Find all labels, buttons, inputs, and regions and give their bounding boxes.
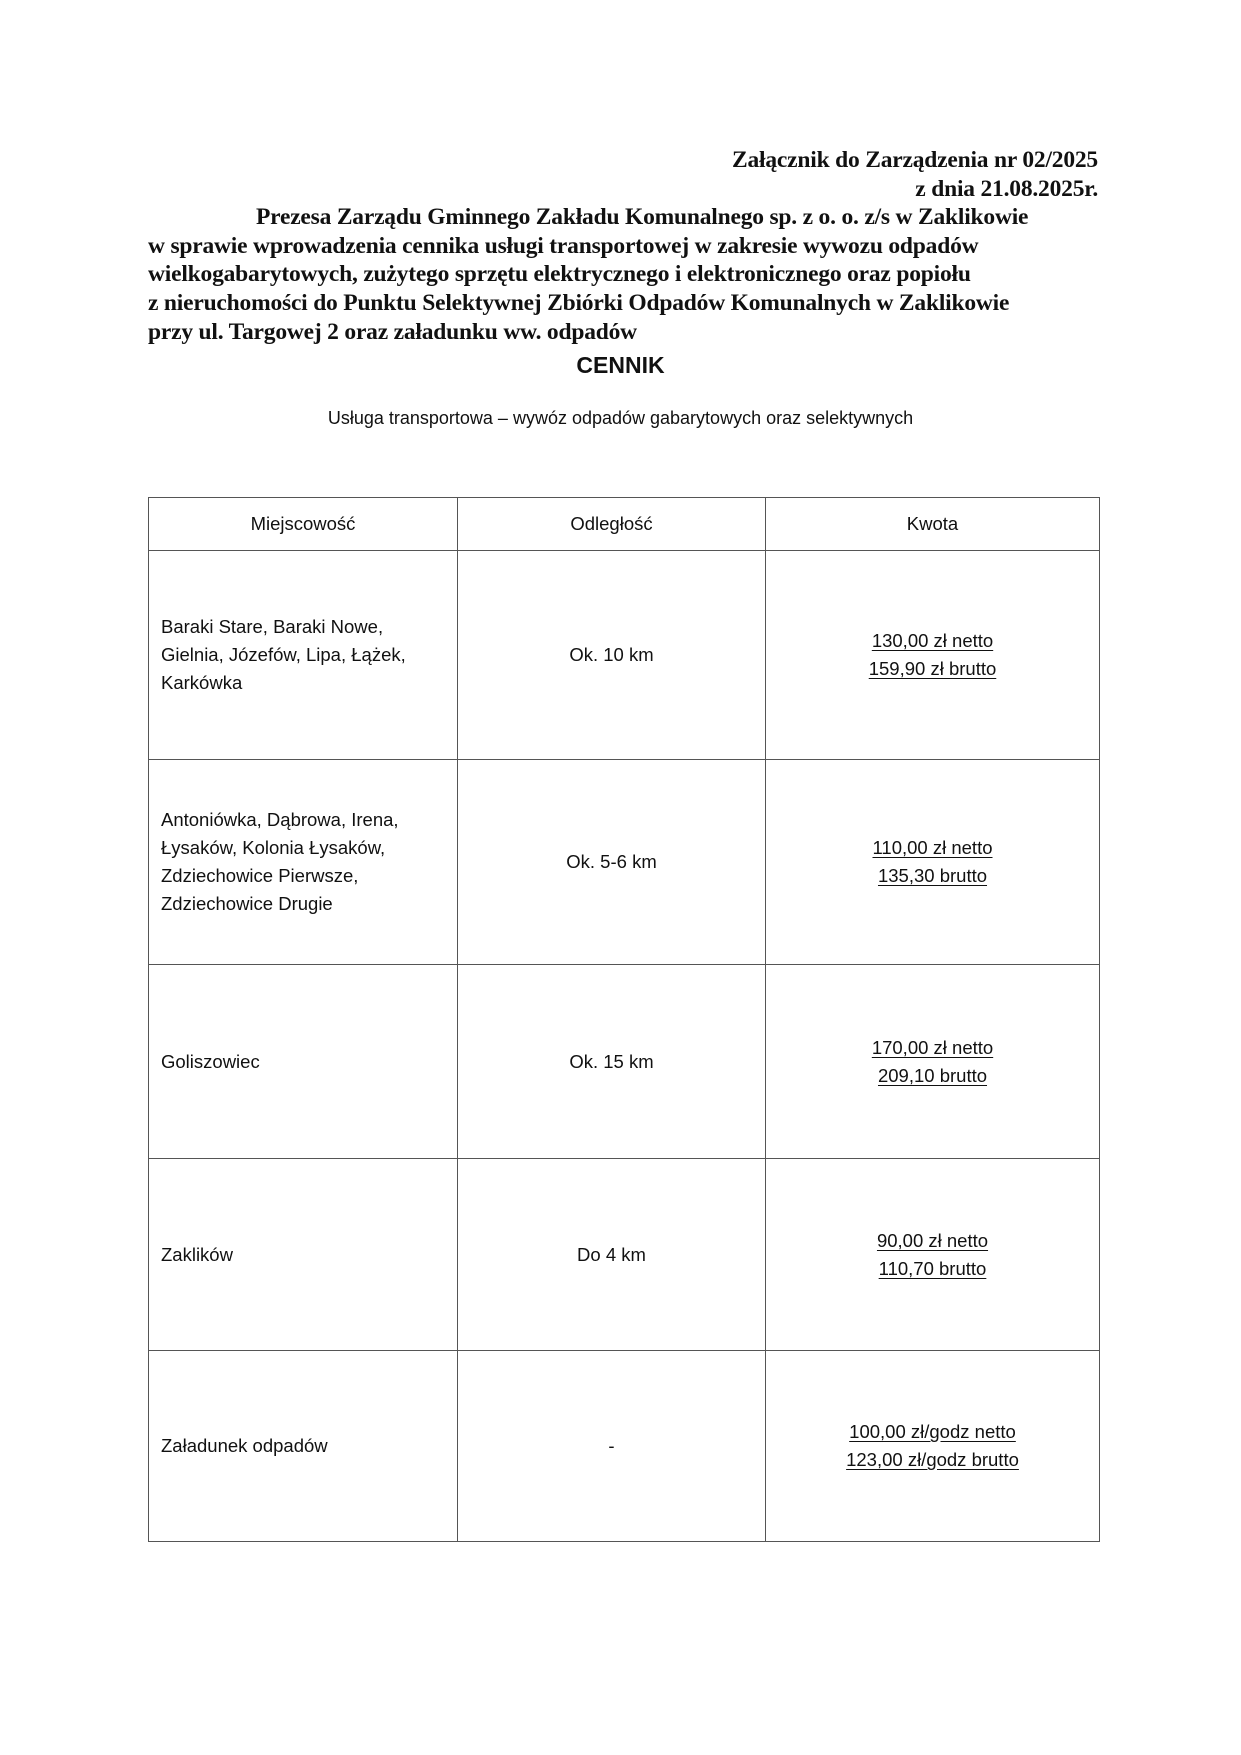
location-cell: [149, 1351, 458, 1542]
amount-cell: [766, 965, 1100, 1159]
price-net: 170,00 zł netto: [871, 1036, 994, 1058]
table-row: [149, 760, 1100, 965]
column-header-distance: Odległość: [458, 498, 766, 551]
subject-line-1: w sprawie wprowadzenia cennika usługi transportowej w zakresie wywozu odpadów: [148, 232, 979, 259]
location-line: Gielnia, Józefów, Lipa, Łążek,: [161, 644, 406, 665]
subject-line-4: przy ul. Targowej 2 oraz załadunku ww. odpadów: [148, 318, 637, 345]
price-gross: 110,70 brutto: [878, 1257, 987, 1279]
distance-cell: Do 4 km: [458, 1159, 766, 1351]
location-line: Zdziechowice Drugie: [161, 893, 333, 914]
price-gross: 209,10 brutto: [877, 1064, 988, 1086]
table-row: [149, 1159, 1100, 1351]
location-cell: [149, 965, 458, 1159]
price-net: 110,00 zł netto: [872, 837, 993, 858]
location-line: Karkówka: [161, 672, 243, 693]
amount-cell: [766, 1159, 1100, 1351]
annex-date: z dnia 21.08.2025r.: [915, 175, 1098, 202]
page-subtitle: Usługa transportowa – wywóz odpadów gabarytowych oraz selektywnych: [327, 408, 914, 428]
location-line: Zdziechowice Pierwsze,: [161, 865, 359, 886]
table-row: [149, 965, 1100, 1159]
location-line: Antoniówka, Dąbrowa, Irena,: [161, 809, 399, 830]
amount-cell: [766, 551, 1100, 760]
annex-title: Załącznik do Zarządzenia nr 02/2025: [732, 147, 1098, 173]
distance-cell: -: [458, 1351, 766, 1542]
price-net: 100,00 zł/godz netto: [849, 1421, 1016, 1442]
price-net: 130,00 zł netto: [871, 630, 994, 651]
column-header-amount: Kwota: [766, 498, 1100, 551]
subject-line-3: z nieruchomości do Punktu Selektywnej Zbiórki Odpadów Komunalnych w Zaklikowie: [148, 289, 1010, 316]
price-net: 90,00 zł netto: [876, 1229, 989, 1251]
table-header-row: [149, 498, 1100, 551]
price-gross: 159,90 zł brutto: [868, 658, 997, 679]
distance-cell: Ok. 10 km: [458, 551, 766, 760]
distance-cell: Ok. 15 km: [458, 965, 766, 1159]
issuer-line: Prezesa Zarządu Gminnego Zakładu Komunalnego sp. z o. o. z/s w Zaklikowie: [256, 204, 1029, 231]
location-line: Łysaków, Kolonia Łysaków,: [161, 837, 386, 858]
amount-cell: [766, 1351, 1100, 1542]
column-header-location: Miejscowość: [149, 498, 458, 551]
price-gross: 135,30 brutto: [877, 865, 988, 886]
location-cell: [149, 1159, 458, 1351]
location-line: Zaklików: [161, 1243, 233, 1265]
price-table: [148, 497, 1100, 1542]
page-title: CENNIK: [576, 352, 665, 378]
location-line: Baraki Stare, Baraki Nowe,: [161, 616, 384, 637]
location-line: Załadunek odpadów: [161, 1435, 328, 1456]
location-cell: [149, 551, 458, 760]
document-header: [148, 146, 1098, 346]
table-row: [149, 551, 1100, 760]
location-cell: [149, 760, 458, 965]
table-row: [149, 1351, 1100, 1542]
amount-cell: [766, 760, 1100, 965]
subject-line-2: wielkogabarytowych, zużytego sprzętu elektrycznego i elektronicznego oraz popiołu: [148, 261, 971, 288]
location-line: Goliszowiec: [161, 1050, 260, 1072]
price-gross: 123,00 zł/godz brutto: [846, 1449, 1019, 1470]
distance-cell: Ok. 5-6 km: [458, 760, 766, 965]
